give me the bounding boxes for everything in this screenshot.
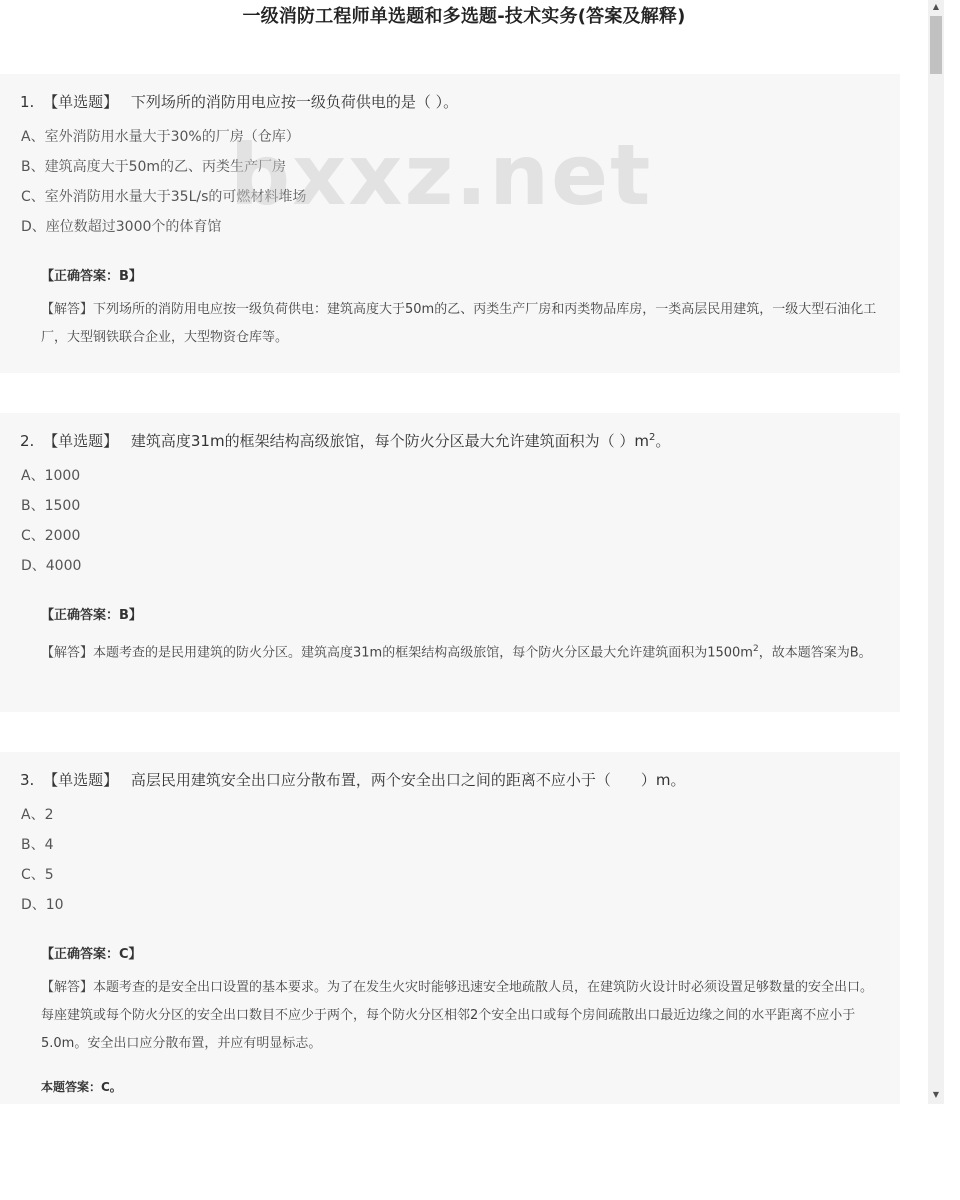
option-c: C、室外消防用水量大于35L/s的可燃材料堆场 [21, 189, 307, 205]
explanation-text: 【解答】下列场所的消防用电应按一级负荷供电：建筑高度大于50m的乙、丙类生产厂房和丙类物品库房，一类高层民用建筑，一级大型石油化工厂，大型钢铁联合企业，大型物资仓库等。 [41, 302, 877, 345]
explanation [41, 635, 881, 667]
question-heading [20, 769, 686, 790]
option-b: B、建筑高度大于50m的乙、丙类生产厂房 [21, 159, 287, 175]
option-c: C、5 [21, 867, 54, 883]
option-d: D、10 [21, 897, 64, 913]
option-a: A、1000 [21, 468, 81, 484]
explanation-tail: ，故本题答案为B。 [758, 645, 872, 661]
question-card-3 [0, 752, 900, 1104]
document-title: 一级消防工程师单选题和多选题-技术实务(答案及解释) [242, 6, 686, 27]
question-text-tail: 。 [655, 432, 671, 450]
scroll-up-arrow-icon[interactable]: ▲ [932, 2, 940, 11]
option-b: B、4 [21, 837, 54, 853]
explanation [41, 974, 881, 1058]
vertical-scrollbar[interactable] [928, 0, 944, 1104]
option-a: A、室外消防用水量大于30%的厂房（仓库） [21, 129, 300, 145]
question-card-2 [0, 413, 900, 712]
question-heading [20, 430, 670, 451]
answer-note: 本题答案：C。 [41, 1080, 122, 1094]
explanation [41, 296, 881, 352]
question-type-tag: 【单选题】 [43, 771, 119, 789]
question-text: 建筑高度31m的框架结构高级旅馆，每个防火分区最大允许建筑面积为（ ）m [130, 432, 649, 450]
watermark: bxxz.net [230, 126, 653, 224]
question-number: 3. [20, 771, 35, 789]
explanation-text: 【解答】本题考查的是安全出口设置的基本要求。为了在发生火灾时能够迅速安全地疏散人员，在建筑防火设计时必须设置足够数量的安全出口。每座建筑或每个防火分区的安全出口数目不应少于两个，每个防火分区相邻2个安全出口或每个房间疏散出口最近边缘之间的水平距离不应小于5.0m。安全出口应分散布置，并应有明显标志。 [41, 980, 874, 1051]
question-type-tag: 【单选题】 [43, 93, 119, 111]
explanation-superscript: 2 [752, 644, 759, 654]
correct-answer: 【正确答案：C】 [41, 947, 142, 962]
option-a: A、2 [21, 807, 54, 823]
question-heading [20, 91, 458, 112]
option-d: D、4000 [21, 558, 82, 574]
question-text: 下列场所的消防用电应按一级负荷供电的是（ ）。 [130, 93, 459, 111]
question-number: 1. [20, 93, 35, 111]
option-d: D、座位数超过3000个的体育馆 [21, 219, 222, 235]
question-number: 2. [20, 432, 35, 450]
scroll-down-arrow-icon[interactable]: ▼ [932, 1090, 940, 1099]
explanation-text: 【解答】本题考查的是民用建筑的防火分区。建筑高度31m的框架结构高级旅馆，每个防火分区最大允许建筑面积为1500m [41, 645, 753, 661]
question-type-tag: 【单选题】 [43, 432, 119, 450]
option-c: C、2000 [21, 528, 81, 544]
correct-answer: 【正确答案：B】 [41, 269, 142, 284]
unit-superscript: 2 [648, 432, 656, 443]
question-card-1 [0, 74, 900, 373]
question-text: 高层民用建筑安全出口应分散布置，两个安全出口之间的距离不应小于（ ）m。 [130, 771, 686, 789]
option-b: B、1500 [21, 498, 81, 514]
scrollbar-thumb[interactable] [930, 16, 942, 74]
correct-answer: 【正确答案：B】 [41, 608, 142, 623]
